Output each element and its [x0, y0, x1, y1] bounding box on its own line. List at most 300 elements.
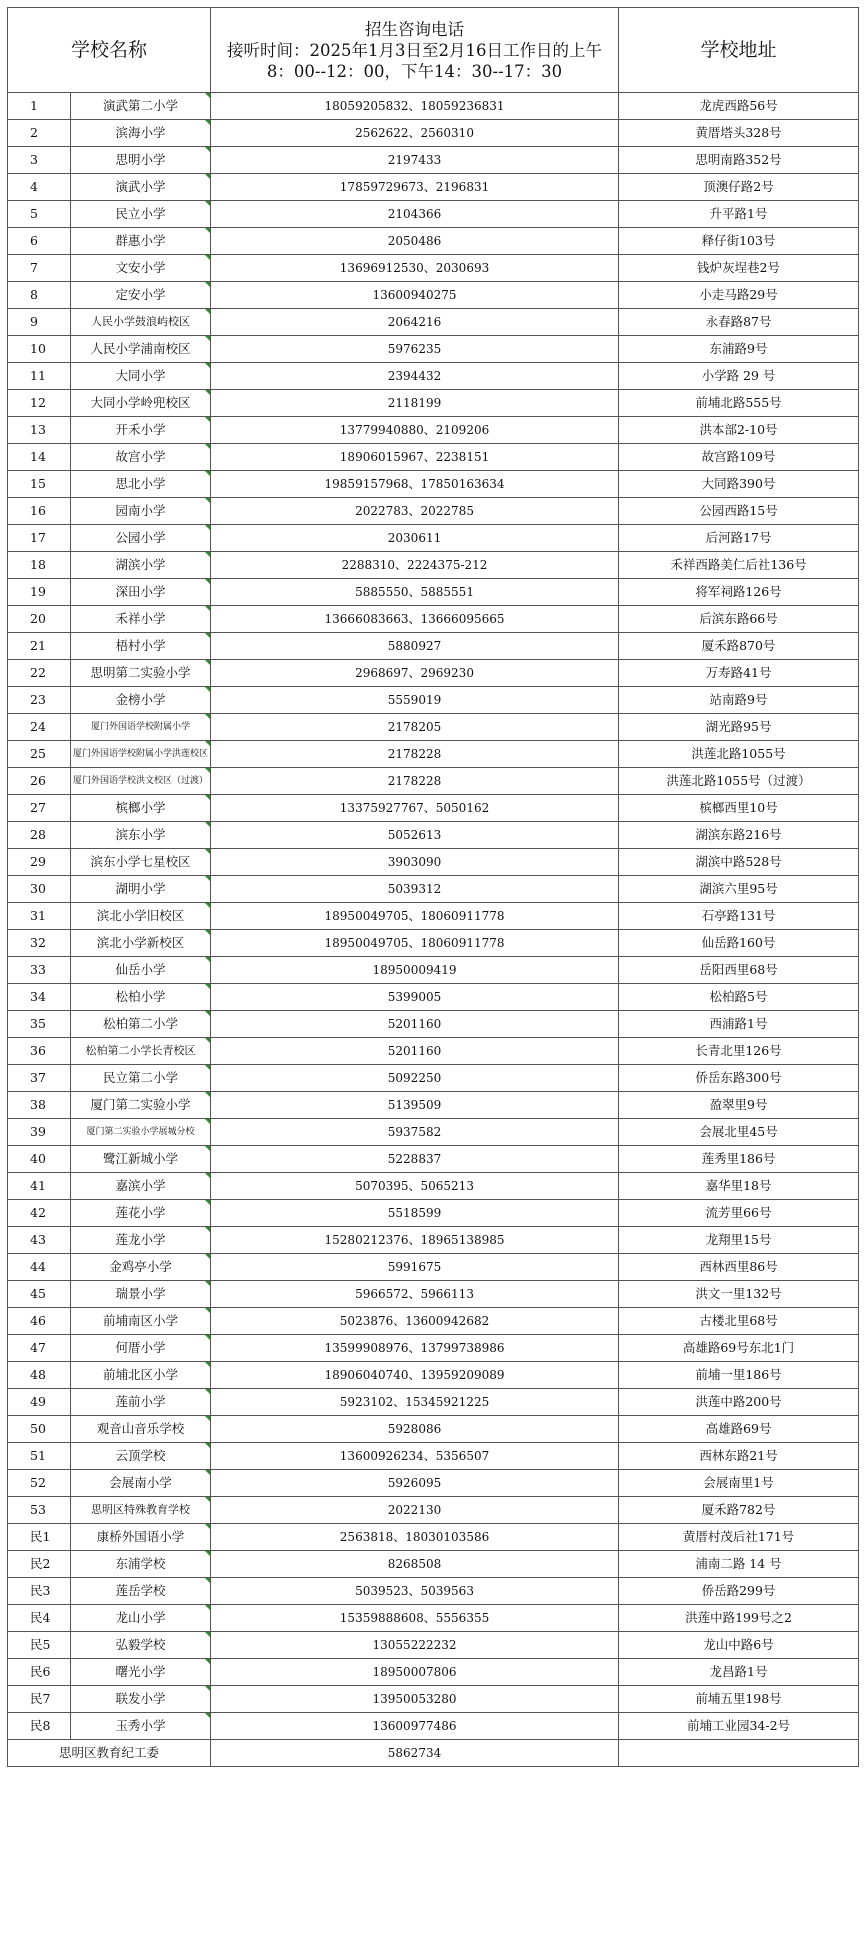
school-address: 侨岳东路300号: [619, 1065, 859, 1092]
school-address: 湖滨中路528号: [619, 849, 859, 876]
phone-number: 3903090: [211, 849, 619, 876]
row-number: 47: [8, 1335, 71, 1362]
school-name: 大同小学: [71, 363, 211, 390]
phone-number: 2064216: [211, 309, 619, 336]
row-number: 24: [8, 714, 71, 741]
phone-number: 5070395、5065213: [211, 1173, 619, 1200]
school-address: 石亭路131号: [619, 903, 859, 930]
school-address: 盈翠里9号: [619, 1092, 859, 1119]
school-address: 故宫路109号: [619, 444, 859, 471]
phone-number: 5228837: [211, 1146, 619, 1173]
school-name: 观音山音乐学校: [71, 1416, 211, 1443]
table-row: [8, 822, 859, 849]
row-number: 51: [8, 1443, 71, 1470]
phone-number: 13950053280: [211, 1686, 619, 1713]
school-address: 大同路390号: [619, 471, 859, 498]
school-name: 湖明小学: [71, 876, 211, 903]
school-name: 开禾小学: [71, 417, 211, 444]
table-row: [8, 687, 859, 714]
school-address: 嘉华里18号: [619, 1173, 859, 1200]
row-number: 25: [8, 741, 71, 768]
school-address: 洪文一里132号: [619, 1281, 859, 1308]
school-name: 思明区特殊教育学校: [71, 1497, 211, 1524]
phone-number: 19859157968、17850163634: [211, 471, 619, 498]
phone-number: 18950009419: [211, 957, 619, 984]
row-number: 17: [8, 525, 71, 552]
school-name: 民立小学: [71, 201, 211, 228]
table-row: [8, 714, 859, 741]
school-name: 莲花小学: [71, 1200, 211, 1227]
table-row: [8, 1713, 859, 1740]
phone-number: 2288310、2224375-212: [211, 552, 619, 579]
school-name: 演武第二小学: [71, 93, 211, 120]
table-row: [8, 120, 859, 147]
school-name: 滨北小学新校区: [71, 930, 211, 957]
phone-number: 2178228: [211, 768, 619, 795]
school-name: 人民小学鼓浪屿校区: [71, 309, 211, 336]
school-name: 龙山小学: [71, 1605, 211, 1632]
phone-number: 18059205832、18059236831: [211, 93, 619, 120]
row-number: 35: [8, 1011, 71, 1038]
phone-number: 17859729673、2196831: [211, 174, 619, 201]
phone-number: 13600940275: [211, 282, 619, 309]
school-name: 会展南小学: [71, 1470, 211, 1497]
table-row: [8, 1470, 859, 1497]
table-row: [8, 1524, 859, 1551]
school-name: 前埔南区小学: [71, 1308, 211, 1335]
table-row: [8, 363, 859, 390]
table-row: [8, 1254, 859, 1281]
table-row: [8, 228, 859, 255]
phone-number: 18950007806: [211, 1659, 619, 1686]
phone-number: 2178228: [211, 741, 619, 768]
table-row: [8, 1605, 859, 1632]
row-number: 29: [8, 849, 71, 876]
school-address: 前埔工业园34-2号: [619, 1713, 859, 1740]
school-address: 湖滨六里95号: [619, 876, 859, 903]
school-name: 禾祥小学: [71, 606, 211, 633]
row-number: 43: [8, 1227, 71, 1254]
school-name: 联发小学: [71, 1686, 211, 1713]
row-number: 32: [8, 930, 71, 957]
phone-number: 2563818、18030103586: [211, 1524, 619, 1551]
table-row: [8, 1686, 859, 1713]
table-row: [8, 741, 859, 768]
school-address: 龙翔里15号: [619, 1227, 859, 1254]
school-address: 释仔街103号: [619, 228, 859, 255]
school-name: 东浦学校: [71, 1551, 211, 1578]
row-number: 45: [8, 1281, 71, 1308]
phone-number: 18950049705、18060911778: [211, 930, 619, 957]
school-address: 湖光路95号: [619, 714, 859, 741]
table-row: [8, 903, 859, 930]
table-row: [8, 660, 859, 687]
school-name: 滨北小学旧校区: [71, 903, 211, 930]
row-number: 民7: [8, 1686, 71, 1713]
row-number: 30: [8, 876, 71, 903]
phone-number: 2030611: [211, 525, 619, 552]
table-row: [8, 1551, 859, 1578]
table-row: [8, 282, 859, 309]
row-number: 36: [8, 1038, 71, 1065]
footer-label: 思明区教育纪工委: [8, 1740, 211, 1767]
header-row: [8, 8, 859, 93]
phone-number: 2562622、2560310: [211, 120, 619, 147]
phone-hours-line2: 8：00--12：00，下午14：30--17：30: [266, 61, 563, 81]
school-name: 故宫小学: [71, 444, 211, 471]
row-number: 53: [8, 1497, 71, 1524]
school-name: 厦门外国语学校附属小学: [71, 714, 211, 741]
school-name: 仙岳小学: [71, 957, 211, 984]
phone-number: 2022783、2022785: [211, 498, 619, 525]
school-name: 云顶学校: [71, 1443, 211, 1470]
row-number: 16: [8, 498, 71, 525]
row-number: 27: [8, 795, 71, 822]
school-address: 站南路9号: [619, 687, 859, 714]
phone-number: 5937582: [211, 1119, 619, 1146]
table-row: [8, 471, 859, 498]
row-number: 8: [8, 282, 71, 309]
row-number: 26: [8, 768, 71, 795]
phone-number: 5201160: [211, 1011, 619, 1038]
school-address: 西林东路21号: [619, 1443, 859, 1470]
school-name: 公园小学: [71, 525, 211, 552]
table-row: [8, 1281, 859, 1308]
row-number: 39: [8, 1119, 71, 1146]
school-name: 园南小学: [71, 498, 211, 525]
school-address: 小走马路29号: [619, 282, 859, 309]
phone-number: 15280212376、18965138985: [211, 1227, 619, 1254]
table-row: [8, 309, 859, 336]
school-address: 松柏路5号: [619, 984, 859, 1011]
school-address: 后河路17号: [619, 525, 859, 552]
row-number: 38: [8, 1092, 71, 1119]
school-contact-table: [7, 7, 859, 1767]
footer-address: [619, 1740, 859, 1767]
row-number: 49: [8, 1389, 71, 1416]
row-number: 50: [8, 1416, 71, 1443]
school-name: 松柏第二小学长青校区: [71, 1038, 211, 1065]
table-row: [8, 525, 859, 552]
row-number: 33: [8, 957, 71, 984]
phone-number: 5880927: [211, 633, 619, 660]
school-address: 岳阳西里68号: [619, 957, 859, 984]
school-name: 厦门外国语学校附属小学洪莲校区: [71, 741, 211, 768]
school-address: 西浦路1号: [619, 1011, 859, 1038]
school-address: 万寿路41号: [619, 660, 859, 687]
school-address: 龙虎西路56号: [619, 93, 859, 120]
phone-number: 5885550、5885551: [211, 579, 619, 606]
school-address: 古楼北里68号: [619, 1308, 859, 1335]
phone-number: 5139509: [211, 1092, 619, 1119]
school-name: 湖滨小学: [71, 552, 211, 579]
school-name: 文安小学: [71, 255, 211, 282]
phone-number: 5976235: [211, 336, 619, 363]
row-number: 42: [8, 1200, 71, 1227]
school-address: 厦禾路870号: [619, 633, 859, 660]
row-number: 31: [8, 903, 71, 930]
row-number: 23: [8, 687, 71, 714]
table-row: [8, 957, 859, 984]
school-address: 洪莲北路1055号: [619, 741, 859, 768]
school-name: 厦门第二实验小学展城分校: [71, 1119, 211, 1146]
school-address: 会展北里45号: [619, 1119, 859, 1146]
school-name: 思明小学: [71, 147, 211, 174]
school-address: 洪本部2-10号: [619, 417, 859, 444]
school-address: 将军祠路126号: [619, 579, 859, 606]
phone-number: 5201160: [211, 1038, 619, 1065]
school-address: 洪莲中路199号之2: [619, 1605, 859, 1632]
row-number: 41: [8, 1173, 71, 1200]
table-row: [8, 417, 859, 444]
school-address: 公园西路15号: [619, 498, 859, 525]
table-row: [8, 606, 859, 633]
row-number: 民3: [8, 1578, 71, 1605]
school-name: 梧村小学: [71, 633, 211, 660]
school-address: 思明南路352号: [619, 147, 859, 174]
phone-number: 13696912530、2030693: [211, 255, 619, 282]
school-address: 洪莲北路1055号（过渡）: [619, 768, 859, 795]
school-name: 莲前小学: [71, 1389, 211, 1416]
school-name: 深田小学: [71, 579, 211, 606]
school-name: 曙光小学: [71, 1659, 211, 1686]
phone-number: 18906015967、2238151: [211, 444, 619, 471]
school-name: 瑞景小学: [71, 1281, 211, 1308]
table-row: [8, 768, 859, 795]
phone-number: 13600977486: [211, 1713, 619, 1740]
phone-number: 13600926234、5356507: [211, 1443, 619, 1470]
table-row: [8, 1335, 859, 1362]
row-number: 民5: [8, 1632, 71, 1659]
table-row: [8, 795, 859, 822]
school-name: 鹭江新城小学: [71, 1146, 211, 1173]
row-number: 3: [8, 147, 71, 174]
phone-number: 5923102、15345921225: [211, 1389, 619, 1416]
phone-number: 5052613: [211, 822, 619, 849]
school-address: 槟榔西里10号: [619, 795, 859, 822]
table-row: [8, 1362, 859, 1389]
school-address: 前埔一里186号: [619, 1362, 859, 1389]
row-number: 民4: [8, 1605, 71, 1632]
table-row: [8, 633, 859, 660]
row-number: 18: [8, 552, 71, 579]
row-number: 2: [8, 120, 71, 147]
school-name: 民立第二小学: [71, 1065, 211, 1092]
school-name-header: 学校名称: [8, 8, 211, 93]
table-row: [8, 1389, 859, 1416]
school-name: 槟榔小学: [71, 795, 211, 822]
school-name: 厦门第二实验小学: [71, 1092, 211, 1119]
phone-number: 5023876、13600942682: [211, 1308, 619, 1335]
row-number: 20: [8, 606, 71, 633]
row-number: 13: [8, 417, 71, 444]
school-address: 顶澳仔路2号: [619, 174, 859, 201]
school-name: 滨东小学七星校区: [71, 849, 211, 876]
phone-number: 2968697、2969230: [211, 660, 619, 687]
phone-number: 5399005: [211, 984, 619, 1011]
table-row: [8, 552, 859, 579]
school-name: 定安小学: [71, 282, 211, 309]
table-row: [8, 174, 859, 201]
phone-number: 2022130: [211, 1497, 619, 1524]
phone-number: 5518599: [211, 1200, 619, 1227]
school-name: 金鸡亭小学: [71, 1254, 211, 1281]
table-row: [8, 1038, 859, 1065]
school-address: 仙岳路160号: [619, 930, 859, 957]
school-address: 流芳里66号: [619, 1200, 859, 1227]
school-name: 群惠小学: [71, 228, 211, 255]
school-name: 人民小学浦南校区: [71, 336, 211, 363]
school-address: 后滨东路66号: [619, 606, 859, 633]
phone-number: 5928086: [211, 1416, 619, 1443]
school-address: 禾祥西路美仁后社136号: [619, 552, 859, 579]
row-number: 28: [8, 822, 71, 849]
phone-number: 13599908976、13799738986: [211, 1335, 619, 1362]
table-row: [8, 1200, 859, 1227]
phone-number: 13375927767、5050162: [211, 795, 619, 822]
school-name: 康桥外国语小学: [71, 1524, 211, 1551]
phone-number: 2178205: [211, 714, 619, 741]
phone-number: 5926095: [211, 1470, 619, 1497]
row-number: 21: [8, 633, 71, 660]
table-row: [8, 1092, 859, 1119]
table-row: [8, 1632, 859, 1659]
school-address: 洪莲中路200号: [619, 1389, 859, 1416]
phone-number: 15359888608、5556355: [211, 1605, 619, 1632]
table-row: [8, 1011, 859, 1038]
phone-number: 8268508: [211, 1551, 619, 1578]
school-address: 浦南二路 14 号: [619, 1551, 859, 1578]
row-number: 民1: [8, 1524, 71, 1551]
school-address: 升平路1号: [619, 201, 859, 228]
table-row: [8, 444, 859, 471]
table-row: [8, 201, 859, 228]
table-row: [8, 147, 859, 174]
row-number: 5: [8, 201, 71, 228]
school-address: 东浦路9号: [619, 336, 859, 363]
school-name: 大同小学岭兜校区: [71, 390, 211, 417]
phone-number: 5966572、5966113: [211, 1281, 619, 1308]
school-name: 玉秀小学: [71, 1713, 211, 1740]
school-name: 思北小学: [71, 471, 211, 498]
phone-number: 13055222232: [211, 1632, 619, 1659]
table-row: [8, 930, 859, 957]
row-number: 22: [8, 660, 71, 687]
school-address: 会展南里1号: [619, 1470, 859, 1497]
school-address: 钱炉灰埕巷2号: [619, 255, 859, 282]
phone-number: 5991675: [211, 1254, 619, 1281]
phone-header-title: 招生咨询电话: [365, 19, 465, 39]
school-name: 厦门外国语学校洪文校区（过渡）: [71, 768, 211, 795]
phone-number: 2104366: [211, 201, 619, 228]
school-name: 松柏第二小学: [71, 1011, 211, 1038]
row-number: 37: [8, 1065, 71, 1092]
table-row: [8, 1497, 859, 1524]
table-row: [8, 1227, 859, 1254]
school-name: 演武小学: [71, 174, 211, 201]
table-row: [8, 579, 859, 606]
school-name: 嘉滨小学: [71, 1173, 211, 1200]
school-address: 前埔北路555号: [619, 390, 859, 417]
row-number: 14: [8, 444, 71, 471]
school-address: 小学路 29 号: [619, 363, 859, 390]
row-number: 9: [8, 309, 71, 336]
row-number: 7: [8, 255, 71, 282]
row-number: 15: [8, 471, 71, 498]
row-number: 4: [8, 174, 71, 201]
table-row: [8, 876, 859, 903]
school-address: 高雄路69号: [619, 1416, 859, 1443]
school-name: 弘毅学校: [71, 1632, 211, 1659]
row-number: 民8: [8, 1713, 71, 1740]
row-number: 1: [8, 93, 71, 120]
table-row: [8, 390, 859, 417]
school-address: 长青北里126号: [619, 1038, 859, 1065]
row-number: 11: [8, 363, 71, 390]
school-address: 厦禾路782号: [619, 1497, 859, 1524]
school-address: 西林西里86号: [619, 1254, 859, 1281]
phone-number: 5039312: [211, 876, 619, 903]
phone-number: 5039523、5039563: [211, 1578, 619, 1605]
footer-phone: 5862734: [211, 1740, 619, 1767]
row-number: 40: [8, 1146, 71, 1173]
school-name: 思明第二实验小学: [71, 660, 211, 687]
school-address: 湖滨东路216号: [619, 822, 859, 849]
phone-number: 2118199: [211, 390, 619, 417]
school-address: 龙昌路1号: [619, 1659, 859, 1686]
table-row: [8, 498, 859, 525]
table-row: [8, 984, 859, 1011]
phone-number: 5559019: [211, 687, 619, 714]
phone-number: 5092250: [211, 1065, 619, 1092]
table-row: [8, 1119, 859, 1146]
row-number: 52: [8, 1470, 71, 1497]
table-row: [8, 1416, 859, 1443]
row-number: 10: [8, 336, 71, 363]
table-row: [8, 1308, 859, 1335]
school-address: 黄厝塔头328号: [619, 120, 859, 147]
school-address: 永春路87号: [619, 309, 859, 336]
table-row: [8, 336, 859, 363]
table-row: [8, 1443, 859, 1470]
phone-number: 2050486: [211, 228, 619, 255]
school-address: 莲秀里186号: [619, 1146, 859, 1173]
school-name: 莲岳学校: [71, 1578, 211, 1605]
phone-hours-line1: 接听时间：2025年1月3日至2月16日工作日的上午: [227, 40, 602, 60]
school-name: 前埔北区小学: [71, 1362, 211, 1389]
school-name: 金榜小学: [71, 687, 211, 714]
row-number: 19: [8, 579, 71, 606]
table-row: [8, 1146, 859, 1173]
table-row: [8, 1173, 859, 1200]
row-number: 48: [8, 1362, 71, 1389]
school-name: 滨东小学: [71, 822, 211, 849]
school-address: 黄厝村茂后社171号: [619, 1524, 859, 1551]
table-row: [8, 1659, 859, 1686]
phone-number: 13779940880、2109206: [211, 417, 619, 444]
footer-row: [8, 1740, 859, 1767]
phone-number: 13666083663、13666095665: [211, 606, 619, 633]
school-address: 龙山中路6号: [619, 1632, 859, 1659]
table-row: [8, 255, 859, 282]
row-number: 民2: [8, 1551, 71, 1578]
school-name: 滨海小学: [71, 120, 211, 147]
row-number: 12: [8, 390, 71, 417]
phone-header: [211, 8, 619, 93]
school-address: 侨岳路299号: [619, 1578, 859, 1605]
phone-number: 18906040740、13959209089: [211, 1362, 619, 1389]
row-number: 民6: [8, 1659, 71, 1686]
